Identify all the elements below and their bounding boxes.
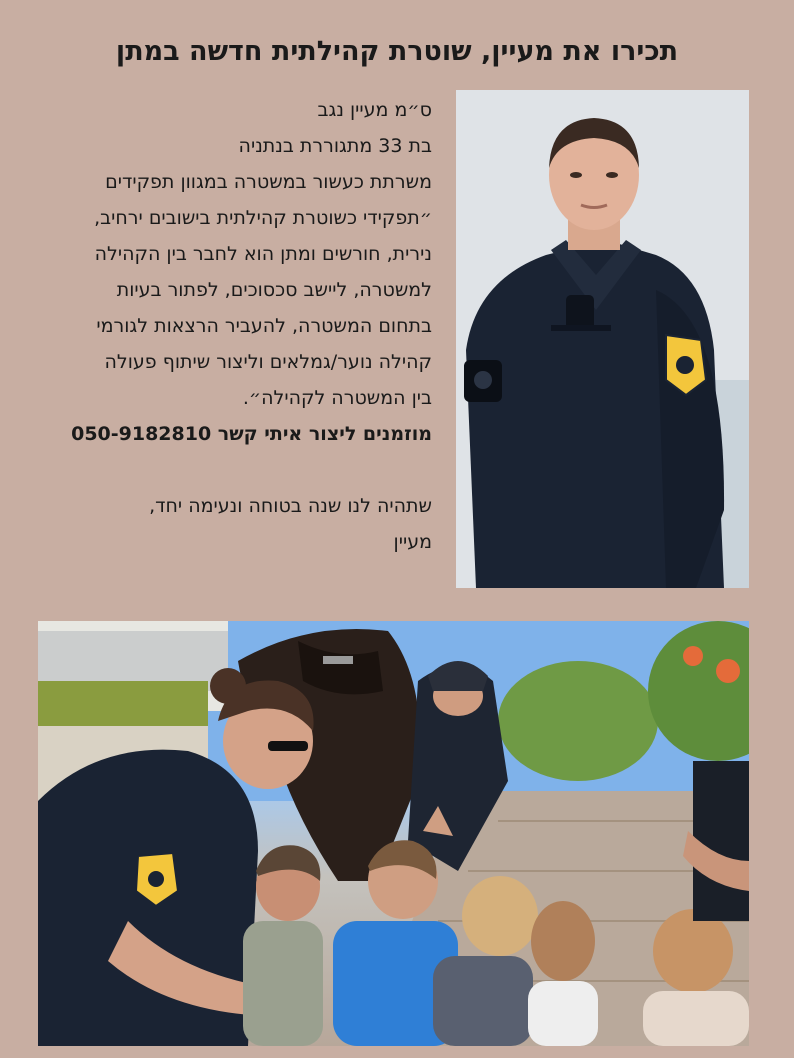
text-line: ״תפקידי כשוטרת קהילתית בישובים ירחיב, xyxy=(94,207,432,229)
contact-line: מוזמנים ליצור איתי קשר 050-9182810 xyxy=(71,423,432,445)
closing-line: שתהיה לנו שנה בטוחה ונעימה יחד, xyxy=(149,495,432,517)
officer-horse-children-photo xyxy=(38,621,749,1046)
text-line: בין המשטרה לקהילה״. xyxy=(242,387,432,409)
text-line: משרתת כעשור במשטרה במגוון תפקידים xyxy=(105,171,432,193)
text-line: למשטרה, ליישב סכסוכים, לפתור בעיות xyxy=(116,279,432,301)
intro-text xyxy=(36,92,432,560)
officer-portrait-photo xyxy=(456,90,749,588)
spacer xyxy=(36,452,432,488)
text-line: ס״מ מעיין נגב xyxy=(317,99,432,121)
text-line: קהילה נוער/גמלאים וליצור שיתוף פעולה xyxy=(104,351,432,373)
text-line: נירית, חורשים ומתן הוא לחבר בין הקהילה xyxy=(94,243,432,265)
signature: מעיין xyxy=(393,531,432,553)
text-line: בת 33 מתגוררת בנתניה xyxy=(238,135,432,157)
text-line: בתחום המשטרה, להעביר הרצאות לגורמי xyxy=(96,315,432,337)
page-title: תכירו את מעיין, שוטרת קהילתית חדשה במתן xyxy=(115,36,679,67)
